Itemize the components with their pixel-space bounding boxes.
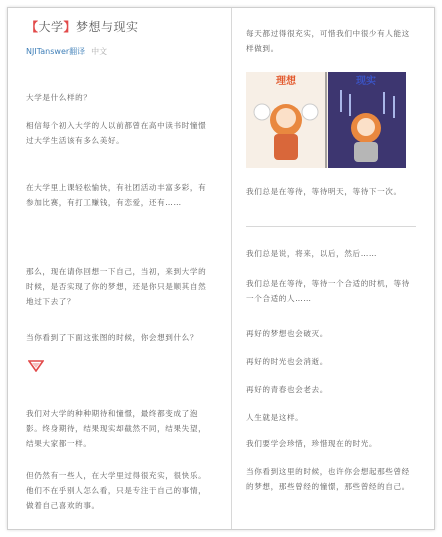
reality-caption: 现实: [356, 76, 376, 87]
author-link[interactable]: NJITanswer翻译: [26, 47, 86, 56]
paragraph: 但仍然有一些人，在大学里过得很充实，很快乐。他们不在乎别人怎么看，只是专注于自己的事情，做着自己喜欢的事。: [26, 471, 207, 510]
paragraph: 相信每个初入大学的人以前都曾在高中读书时憧憬过大学生活该有多么美好。: [26, 121, 207, 145]
paragraph: 我们总是在等待，等待一个合适的时机，等待一个合适的人……: [246, 279, 410, 303]
paragraph: 我们总是说，将来，以后，然后……: [246, 249, 378, 258]
paragraph: 我们要学会珍惜，珍惜现在的时光。: [246, 439, 378, 448]
paragraph: 再好的时光也会消逝。: [246, 357, 328, 366]
paragraph: 当你看到了下面这张图的时候，你会想到什么？: [26, 333, 199, 342]
article-title: [26, 18, 139, 35]
paragraph: 当你看到这里的时候，也许你会想起那些曾经的梦想，那些曾经的憧憬，那些曾经的自己。: [246, 467, 410, 491]
title-text: 梦想与现实: [76, 20, 139, 34]
paragraph: 我们对大学的种种期待和憧憬，最终都变成了泡影。终身期待，结果现实却截然不同，结果失望，结果大家都一样。: [26, 409, 207, 448]
ideal-vs-reality-illustration: [246, 72, 406, 168]
paragraph: 大学是什么样的？: [26, 93, 92, 102]
byline: [26, 46, 107, 57]
category-tag: 中文: [91, 47, 108, 56]
paragraph: 那么，现在请你回想一下自己，当初，来到大学的时候，是否实现了你的梦想，还是你只是顺其自然地过下去了？: [26, 267, 207, 306]
column-divider: [231, 8, 232, 529]
paragraph: 我们总是在等待，等待明天，等待下一次。: [246, 187, 402, 196]
paragraph: 再好的青春也会老去。: [246, 385, 328, 394]
triangle-marker-icon: [28, 360, 44, 372]
title-bracket-close: 】: [63, 20, 77, 34]
paragraph: 每天都过得很充实，可惜我们中很少有人能这样做到。: [246, 29, 410, 53]
paragraph: 在大学里上课轻松愉快，有社团活动丰富多彩，有参加比赛，有打工赚钱，有恋爱，还有……: [26, 183, 207, 207]
section-divider: [246, 226, 416, 227]
document-page: [7, 7, 435, 530]
paragraph: 人生就是这样。: [246, 413, 304, 422]
ideal-caption: 理想: [276, 76, 296, 87]
title-tag: 大学: [38, 20, 64, 34]
title-bracket-open: 【: [26, 20, 39, 34]
paragraph: 再好的梦想也会破灭。: [246, 329, 328, 338]
